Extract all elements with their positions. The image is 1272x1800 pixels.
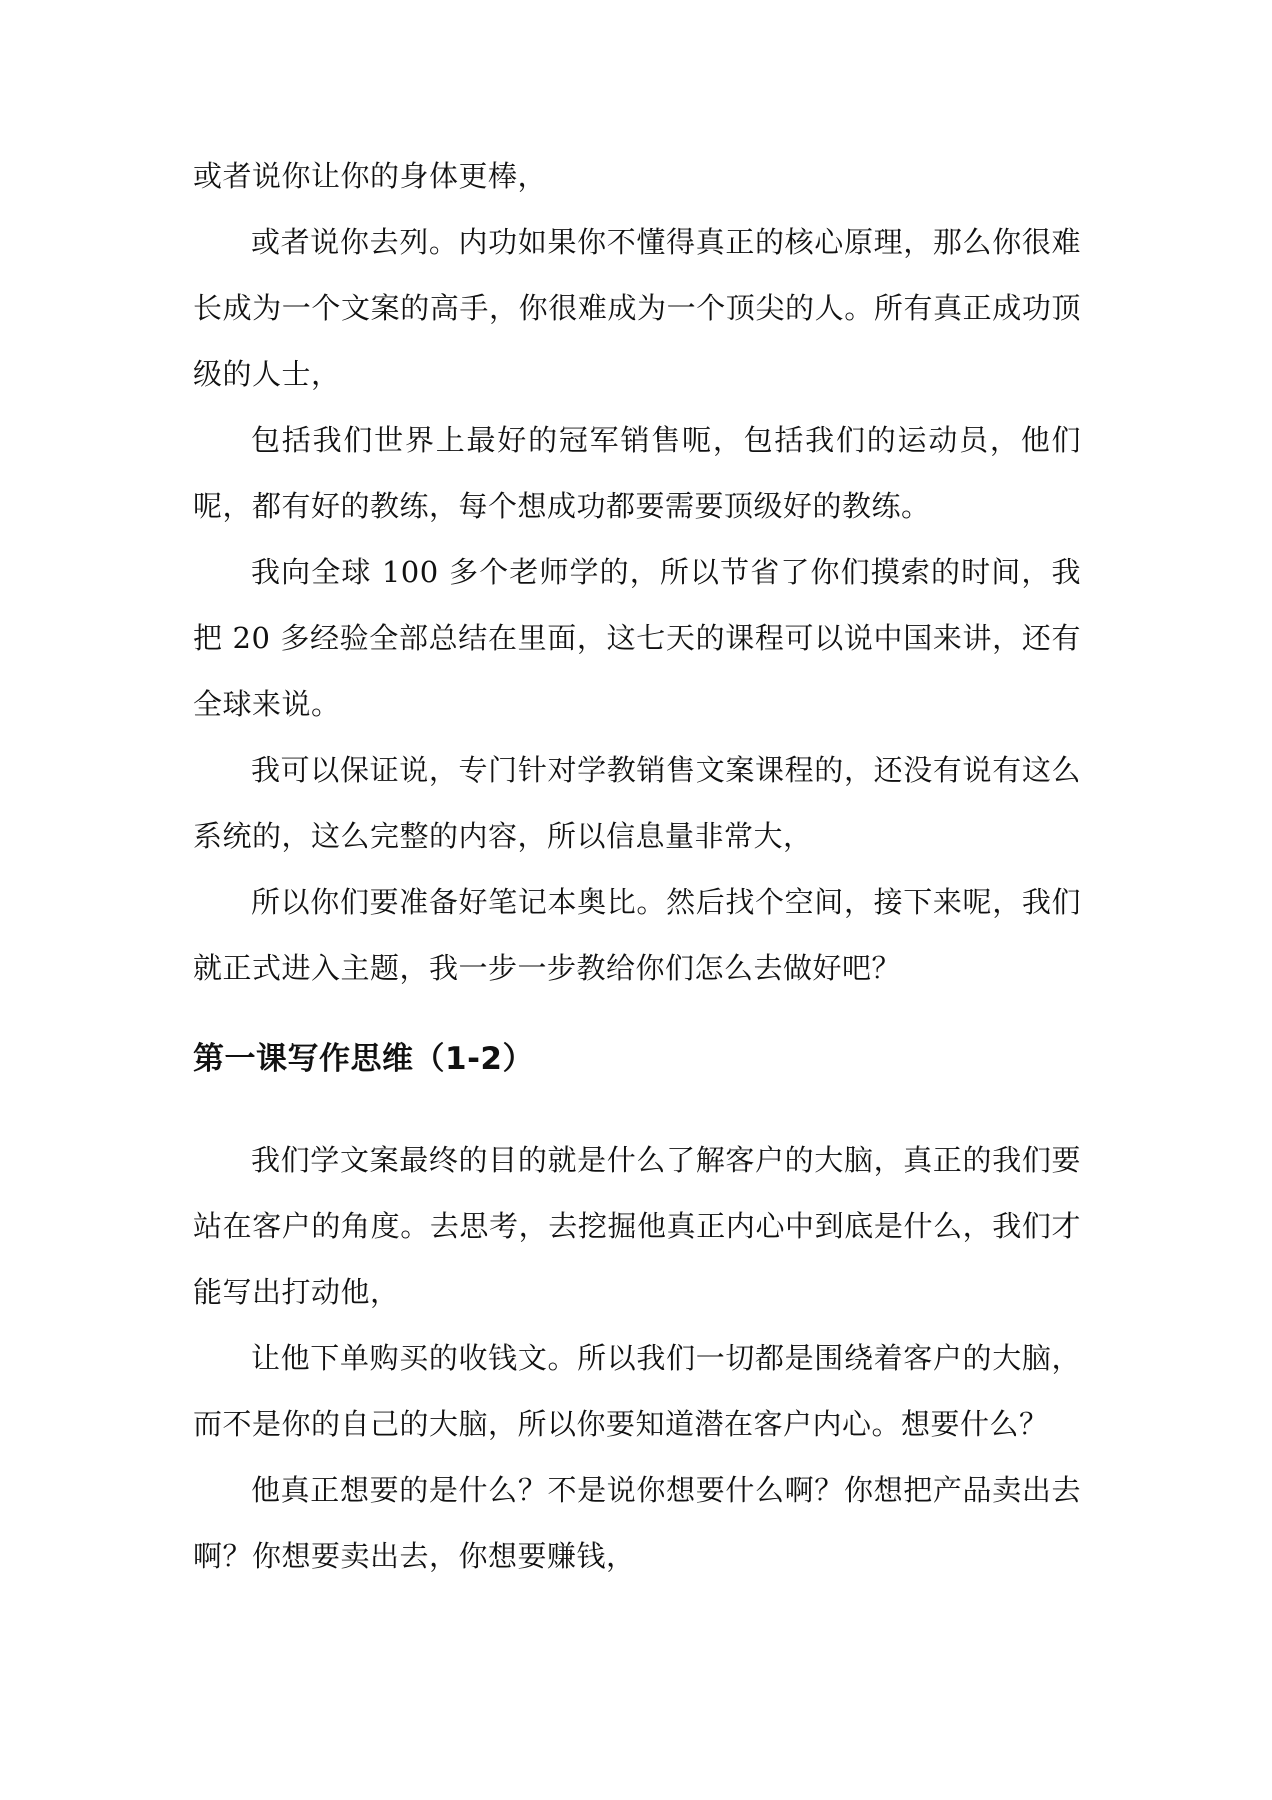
section-heading: 第一课写作思维（1-2） <box>193 1041 535 1077</box>
document-page <box>193 159 1081 1589</box>
paragraph: 包括我们世界上最好的冠军销售呃，包括我们的运动员，他们呢，都有好的教练，每个想成功都要需要顶级好的教练。 <box>193 423 1081 523</box>
paragraph: 我可以保证说，专门针对学教销售文案课程的，还没有说有这么系统的，这么完整的内容，所以信息量非常大， <box>193 753 1081 853</box>
paragraph: 或者说你让你的身体更棒， <box>193 159 548 193</box>
paragraph: 他真正想要的是什么？不是说你想要什么啊？你想把产品卖出去啊？你想要卖出去，你想要赚钱， <box>193 1473 1081 1573</box>
paragraph: 所以你们要准备好笔记本奥比。然后找个空间，接下来呢，我们就正式进入主题，我一步一步教给你们怎么去做好吧？ <box>193 885 1081 985</box>
paragraph: 或者说你去列。内功如果你不懂得真正的核心原理，那么你很难长成为一个文案的高手，你很难成为一个顶尖的人。所有真正成功顶级的人士， <box>193 225 1081 391</box>
paragraph: 我向全球 100 多个老师学的，所以节省了你们摸索的时间，我把 20 多经验全部总结在里面，这七天的课程可以说中国来讲，还有全球来说。 <box>193 555 1081 721</box>
paragraph: 让他下单购买的收钱文。所以我们一切都是围绕着客户的大脑，而不是你的自己的大脑，所以你要知道潜在客户内心。想要什么？ <box>193 1341 1081 1441</box>
paragraph: 我们学文案最终的目的就是什么了解客户的大脑，真正的我们要站在客户的角度。去思考，去挖掘他真正内心中到底是什么，我们才能写出打动他， <box>193 1143 1081 1309</box>
